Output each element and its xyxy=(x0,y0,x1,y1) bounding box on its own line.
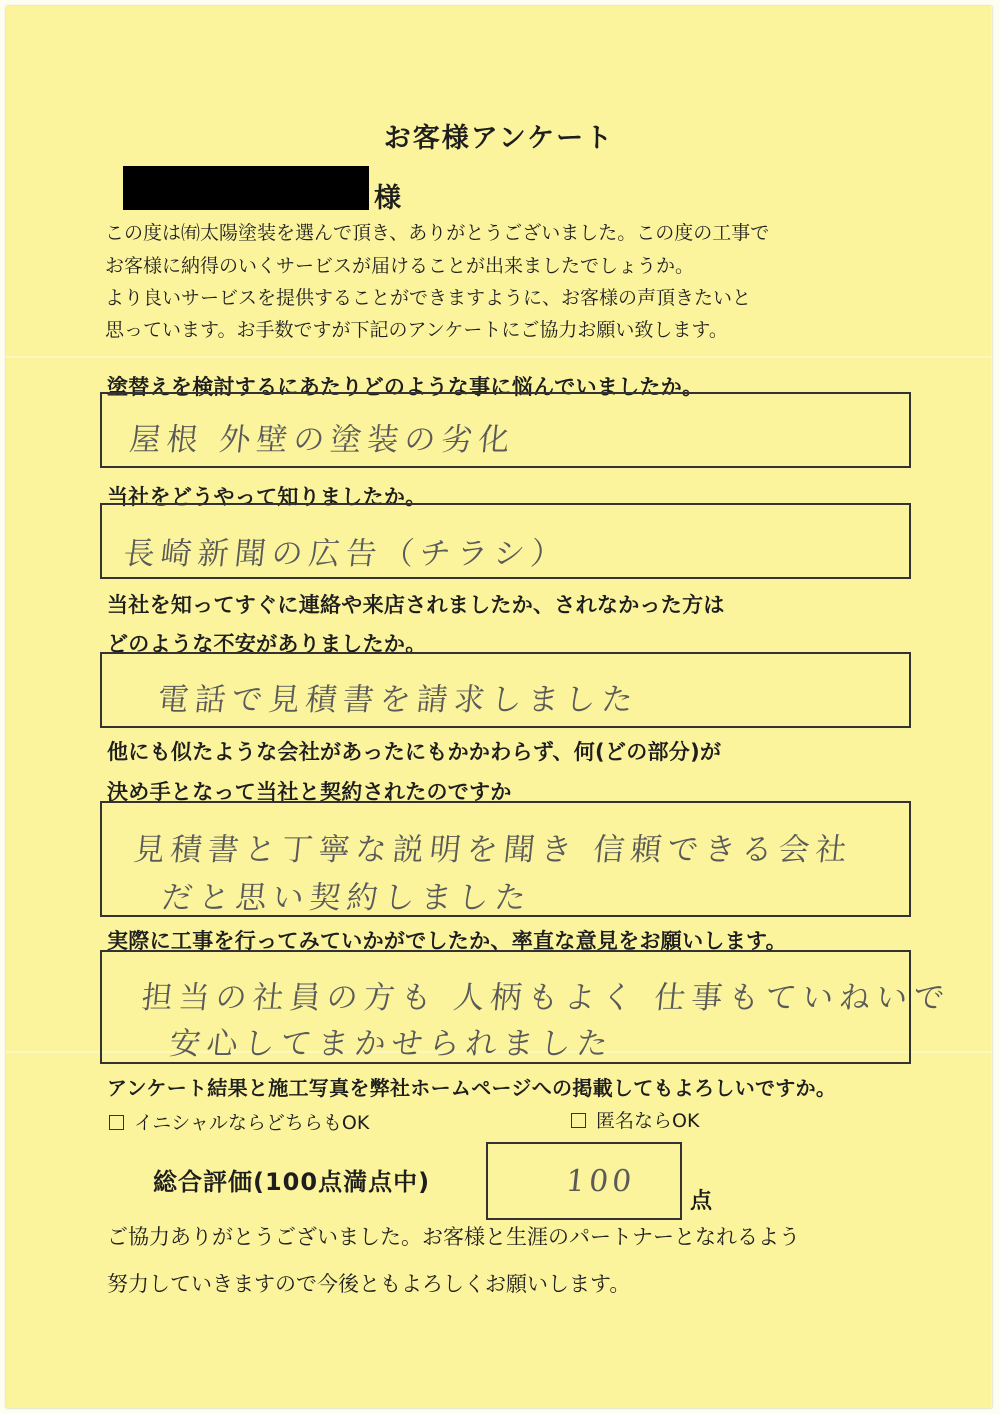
answer-2-line-1: 長崎新聞の広告（チラシ） xyxy=(121,536,570,572)
option-initials-label: イニシャルならどちらもOK xyxy=(134,1112,370,1134)
paper-edge xyxy=(991,6,992,1408)
redacted-customer-name xyxy=(123,166,369,210)
option-anonymous-label: 匿名ならOK xyxy=(596,1110,700,1132)
answer-4-line-1: 見積書と丁寧な説明を聞き 信頼できる会社 xyxy=(131,832,855,868)
checkbox-initials[interactable] xyxy=(109,1115,124,1130)
question-3-line-2: どのような不安がありましたか。 xyxy=(107,632,427,656)
honorific: 様 xyxy=(374,183,401,214)
question-5: 実際に工事を行ってみていかがでしたか、率直な意見をお願いします。 xyxy=(107,929,787,953)
answer-3-line-1: 電話で見積書を請求しました xyxy=(155,682,641,718)
score-value: 100 xyxy=(564,1164,638,1199)
publish-question: アンケート結果と施工写真を弊社ホームページへの掲載してもよろしいですか。 xyxy=(107,1076,837,1100)
question-4-line-2: 決め手となって当社と契約されたのですか xyxy=(107,780,512,804)
closing-line-1: ご協力ありがとうございました。お客様と生涯のパートナーとなれるよう xyxy=(107,1225,800,1249)
survey-title: お客様アンケート xyxy=(383,123,615,154)
intro-line: 思っています。お手数ですが下記のアンケートにご協力お願い致します。 xyxy=(105,319,728,341)
question-4-line-1: 他にも似たような会社があったにもかかわらず、何(どの部分)が xyxy=(107,740,722,764)
question-2: 当社をどうやって知りましたか。 xyxy=(107,485,427,509)
question-1: 塗替えを検討するにあたりどのような事に悩んでいましたか。 xyxy=(107,375,704,399)
answer-5-line-1: 担当の社員の方も 人柄もよく 仕事もていねいで xyxy=(139,980,953,1016)
intro-line: この度は㈲太陽塗装を選んで頂き、ありがとうございました。この度の工事で xyxy=(105,222,770,244)
intro-line: お客様に納得のいくサービスが届けることが出来ましたでしょうか。 xyxy=(105,255,695,277)
answer-5-line-2: 安心してまかせられました xyxy=(167,1026,616,1062)
question-3-line-1: 当社を知ってすぐに連絡や来店されましたか、されなかった方は xyxy=(107,593,725,617)
answer-1-line-1: 屋根 外壁の塗装の劣化 xyxy=(127,422,518,458)
survey-sheet xyxy=(6,6,992,1408)
option-initials[interactable] xyxy=(109,1108,369,1135)
intro-line: より良いサービスを提供することができますように、お客様の声頂きたいと xyxy=(105,287,752,309)
closing-line-2: 努力していきますので今後ともよろしくお願いします。 xyxy=(107,1272,631,1296)
option-anonymous[interactable] xyxy=(571,1106,699,1133)
checkbox-anonymous[interactable] xyxy=(571,1113,586,1128)
score-unit: 点 xyxy=(690,1189,713,1214)
score-label: 総合評価(100点満点中) xyxy=(153,1168,431,1196)
answer-4-line-2: だと思い契約しました xyxy=(159,880,534,916)
paper-fold xyxy=(6,356,992,358)
